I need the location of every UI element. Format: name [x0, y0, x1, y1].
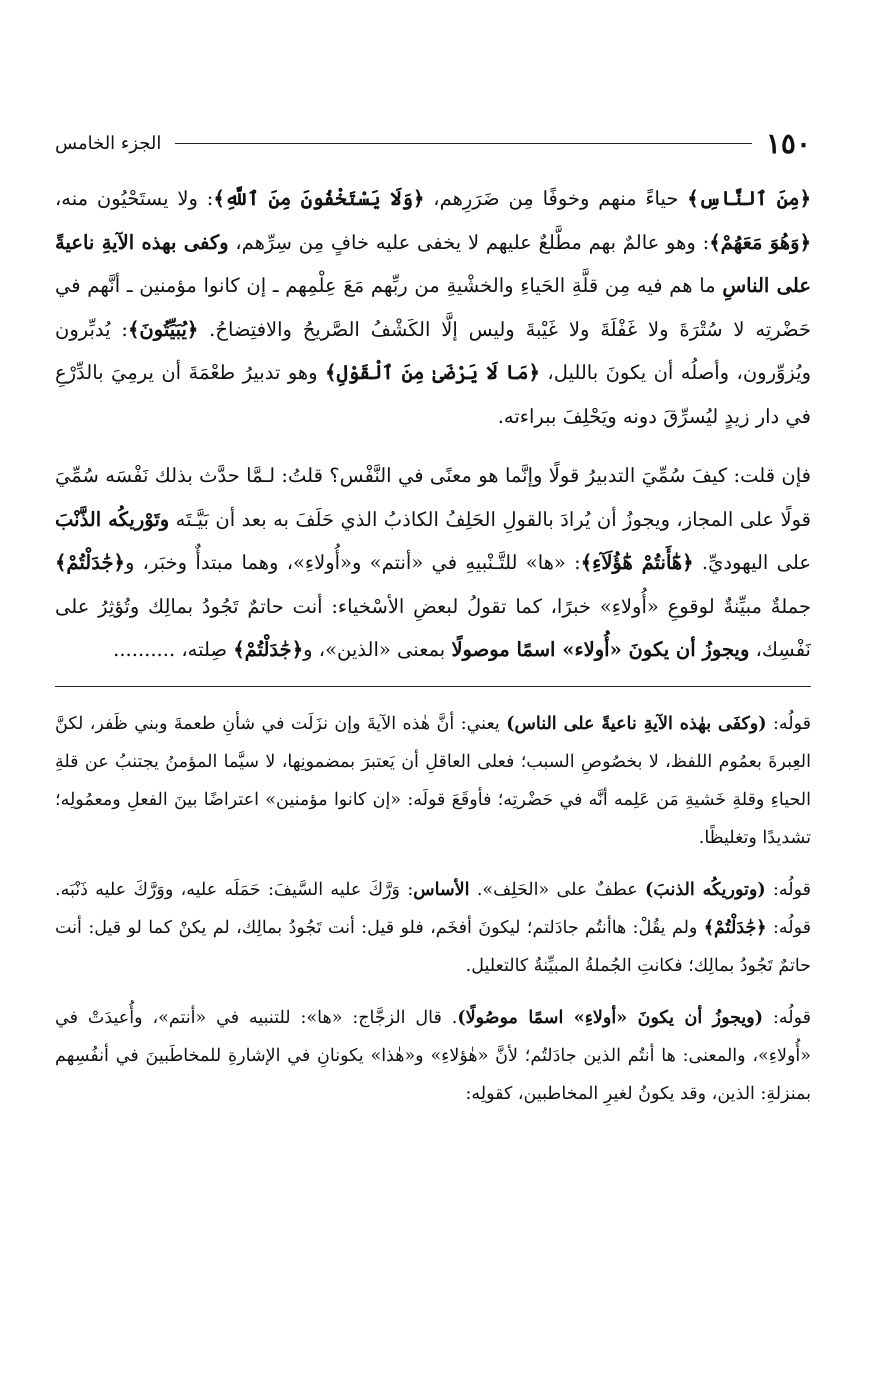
quran-quote: ﴿وَلَا يَسْتَخْفُونَ مِنَ ٱللَّهِ﴾ — [213, 187, 425, 210]
quran-quote: ﴿يُبَيِّتُونَ﴾ — [128, 317, 199, 341]
text-run: عطفٌ على «الحَلِف». — [469, 879, 645, 900]
text-run: صِلته، — [175, 638, 234, 661]
bold-phrase: (وتوريكُه الذنبَ) — [645, 879, 766, 900]
footnote-divider — [55, 686, 811, 687]
quran-quote: ﴿جَٰدَلْتُمْ﴾ — [703, 917, 767, 938]
main-text — [55, 177, 811, 672]
text-run: : «ها» للتَّـنْبيهِ في «أنتم» و«أُولاءِ»، وهما مبتدأٌ وخبَر، و — [124, 551, 581, 574]
running-header — [55, 115, 811, 171]
footnote-paragraph — [55, 705, 811, 857]
text-run: وهو تدبيرُ طعْمَةَ أن يرمِيَ بالدِّرْعِ في دار زيدٍ ليُسرِّقَ دونه ويَحْلِفَ ببراءته. — [55, 361, 811, 428]
text-run: ما هم فيه مِن قلَّةِ الحَياءِ والخشْيةِ من ربِّهم مَعَ عِلْمِهم ـ إن كانوا مؤمنين ـ أنَّهم في حَضْرتِه لا سُتْرَةَ ولا غَفْلَةَ ولا غَيْبةَ وليس إلَّا الكَشْفُ الصَّريحُ والافتِضاحُ. — [55, 274, 811, 341]
quran-quote: ﴿مِنَ ٱلنَّاسِ﴾ — [687, 187, 811, 210]
quran-quote: ﴿جَٰدَلْتُمْ﴾ — [55, 551, 125, 574]
footnotes — [55, 705, 811, 1113]
text-run: ولم يقُلْ: هاأنتُم جادَلتم؛ ليكونَ أفخَم، فلو قيل: أنت تَجُودُ بمالِك، لم يكنْ كما لو قيل: أنت حاتمٌ تَجُودُ بمالِك؛ فكانتِ الجُملةُ المبيِّنةُ كالتعليل. — [55, 917, 811, 976]
quran-quote: ﴿جَٰدَلْتُمْ﴾ — [233, 638, 304, 661]
footnote-paragraph — [55, 871, 811, 985]
text-run: قولُه: — [765, 879, 811, 900]
text-run: : وَرَّكَ عليه السَّيفَ: حَمَلَه عليه، ووَرَّكَ عليه ذَنْبَه. قولُه: — [55, 879, 811, 938]
bold-phrase: ويجوزُ أن يكونَ «أُولاء» اسمًا موصولًا — [451, 638, 750, 661]
footnote-paragraph — [55, 999, 811, 1113]
bold-phrase: الأساس — [413, 879, 470, 900]
text-run: حياءً منهم وخوفًا مِن ضَرَرِهم، — [424, 187, 688, 210]
bold-phrase: وتَوْريكُه الذَّنْبَ — [55, 507, 170, 531]
bold-phrase: (وكفَى بهٰذه الآيةِ ناعيةً على الناس) — [506, 713, 767, 734]
text-run: . قال الزجَّاج: «ها»: للتنبيه في «أنتم»، وأُعيدَتْ في «أُولاءِ»، والمعنى: ها أنتُم الذين جادَلتُم؛ لأنَّ «هٰؤلاءِ» و«هٰذا» يكونانِ في الإشارةِ للمخاطَبينَ في أنفُسِهم بمنزلةِ: الذين، وقد يكونُ لغيرِ المخاطبين، كقولِه: — [55, 1007, 811, 1104]
text-run: على اليهوديِّ. — [693, 551, 811, 574]
text-run: : وهو عالمٌ بهم مطَّلعٌ عليهم لا يخفى عليه خافٍ مِن سِرِّهم، — [228, 230, 710, 254]
header-rule — [175, 143, 751, 144]
text-run: قولُه: — [766, 713, 812, 734]
text-run: : ولا يستَحْيُون منه، — [55, 187, 214, 210]
section-title: الجزء الخامس — [55, 132, 162, 154]
quran-quote: ﴿وَهُوَ مَعَهُمْ﴾ — [709, 230, 811, 254]
text-run: جملةٌ مبيِّنةٌ لوقوعِ «أُولاءِ» خبرًا، كما تقولُ لبعضِ الأسْخياء: أنت حاتمٌ تَجُودُ بمالِك وتُؤثِرُ على نَفْسِك، — [55, 594, 811, 661]
bold-phrase: (ويجوزُ أن يكونَ «أولاءِ» اسمًا موصُولًا) — [457, 1007, 764, 1028]
quran-quote: ﴿مَا لَا يَرْضَىٰ مِنَ ٱلْقَوْلِ﴾ — [325, 361, 540, 384]
main-paragraph — [55, 177, 811, 438]
ellipsis-dots: .......... — [113, 638, 176, 661]
page-number: ١٥٠ — [765, 126, 811, 160]
main-paragraph — [55, 454, 811, 672]
text-run: يعني: أنَّ هٰذه الآيةَ وإن نزَلَت في شأنِ طعمةَ وبني ظَفر، لكنَّ العِبرةَ بعمُوم اللفظ، لا بخصُوصِ السبب؛ فعلى العاقلِ أن يَعتبرَ بمضمونِها، لا سيَّما المؤمنُ يجتنبُ عن قلةِ الحياءِ وقلةِ خَشيةِ مَن عَلِمه أنَّه في حَضْرتِه؛ فأوقَعَ قولَه: «إن كانوا مؤمنين» اعتراضًا بينَ الفعلِ ومعمُولِه؛ تشديدًا وتغليظًا. — [55, 713, 811, 848]
bold-phrase: وكفى بهذه الآيةِ ناعيةً على الناسِ — [55, 230, 812, 297]
text-run: قولُه: — [763, 1007, 811, 1028]
text-run: : يُدبِّرون ويُزوِّرون، وأصلُه أن يكونَ بالليل، — [55, 317, 811, 384]
quran-quote: ﴿هَٰٓأَنتُمْ هَٰٓؤُلَآءِ﴾ — [580, 551, 694, 574]
text-run: فإن قلت: كيفَ سُمِّيَ التدبيرُ قولًا وإنَّما هو معنًى في النَّفْس؟ قلتُ: لـمَّا حدَّث بذلك نَفْسَه سُمِّيَ قولًا على المجاز، ويجوزُ أن يُرادَ بالقولِ الحَلِفُ الكاذبُ الذي حَلَفَ به بعد أن بَيَّـتَه — [55, 464, 811, 531]
text-run: بمعنى «الذين»، و — [303, 638, 452, 661]
